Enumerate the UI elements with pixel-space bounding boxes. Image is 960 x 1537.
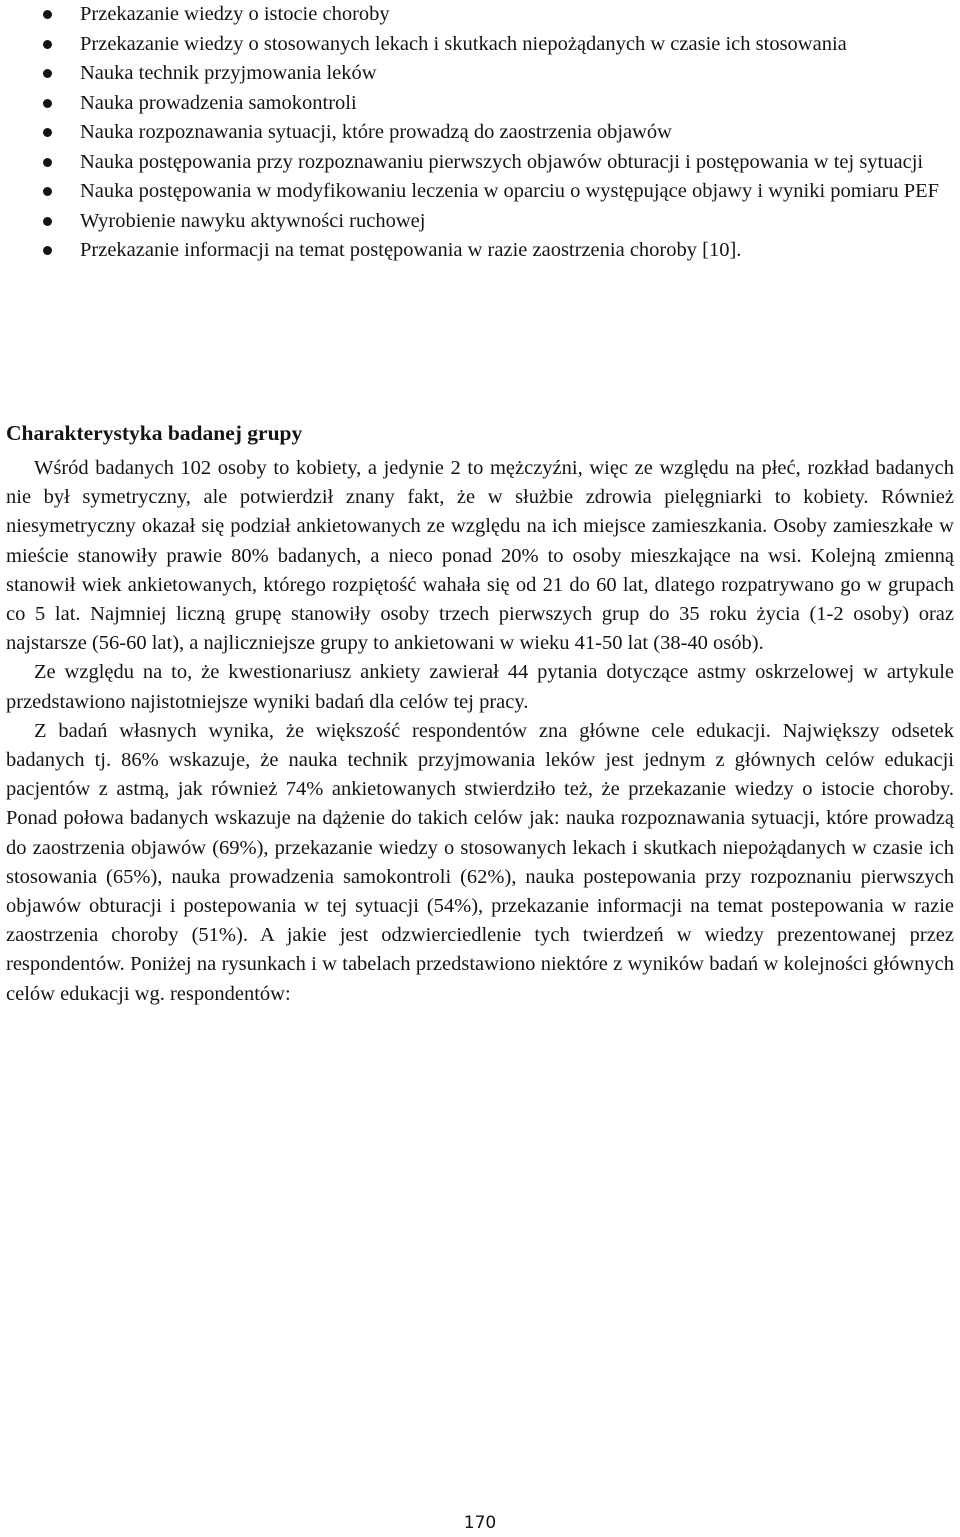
list-item (6, 89, 954, 119)
bullet-icon (43, 217, 52, 226)
section-heading: Charakterystyka badanej grupy (6, 421, 303, 445)
list-item (6, 118, 954, 148)
document-page (6, 0, 954, 1005)
list-item-text: Nauka prowadzenia samokontroli (80, 91, 357, 114)
paragraph: Wśród badanych 102 osoby to kobiety, a jedynie 2 to mężczyźni, więc ze względu na płeć, rozkład badanych nie był symetryczny, ale potwierdził znany fakt, że w służbie zdrowia pielęgniarki to kobiety. Również niesymetryczny okazał się podział ankietowanych ze względu na ich miejsce zamieszkania. Osoby zamieszkałe w mieście stanowiły prawie 80% badanych, a nieco ponad 20% to osoby mieszkające na wsi. Kolejną zmienną stanowił wiek ankietowanych, którego rozpiętość wahała się od 21 do 60 lat, dlatego rozpatrywano go w grupach co 5 lat. Najmniej liczną grupę stanowiły osoby trzech pierwszych grup do 35 roku życia (1-2 osoby) oraz najstarsze (56-60 lat), a najliczniejsze grupy to ankietowani w wieku 41-50 lat (38-40 osób). (6, 457, 954, 655)
list-item-text: Nauka postępowania przy rozpoznawaniu pierwszych objawów obturacji i postępowania w tej sytuacji (80, 150, 924, 173)
list-item-text: Przekazanie wiedzy o stosowanych lekach i skutkach niepożądanych w czasie ich stosowania (80, 32, 847, 55)
list-item-text: Przekazanie informacji na temat postępowania w razie zaostrzenia choroby [10]. (80, 239, 742, 261)
bullet-icon (43, 40, 52, 49)
bullet-icon (43, 99, 52, 108)
list-item-text: Przekazanie wiedzy o istocie choroby (80, 3, 390, 25)
bullet-icon (43, 158, 52, 167)
list-item (6, 148, 954, 178)
education-goals-list (6, 0, 954, 266)
bullet-icon (43, 10, 52, 19)
bullet-icon (43, 69, 52, 78)
list-item-text: Wyrobienie nawyku aktywności ruchowej (80, 209, 426, 232)
list-item (6, 177, 954, 207)
list-item (6, 59, 954, 89)
page-number: 170 (463, 1513, 497, 1533)
paragraph: Ze względu na to, że kwestionariusz ankiety zawierał 44 pytania dotyczące astmy oskrzelowej w artykule przedstawiono najistotniejsze wyniki badań dla celów tej pracy. (6, 661, 954, 713)
list-item-text: Nauka technik przyjmowania leków (80, 62, 377, 84)
paragraph: Z badań własnych wynika, że większość respondentów zna główne cele edukacji. Największy odsetek badanych tj. 86% wskazuje, że nauka technik przyjmowania leków jest jednym z głównych celów edukacji pacjentów z astmą, jak również 74% ankietowanych stwierdziło też, że przekazanie wiedzy o istocie choroby. Ponad połowa badanych wskazuje na dążenie do takich celów jak: nauka rozpoznawania sytuacji, które prowadzą do zaostrzenia objawów (69%), przekazanie wiedzy o stosowanych lekach i skutkach niepożądanych w czasie ich stosowania (65%), nauka prowadzenia samokontroli (62%), nauka postepowania przy rozpoznaniu pierwszych objawów obturacji i postepowania w tej sytuacji (54%), przekazanie informacji na temat postepowania w razie zaostrzenia choroby (51%). A jakie jest odzwierciedlenie tych twierdzeń w wiedzy prezentowanej przez respondentów. Poniżej na rysunkach i w tabelach przedstawiono niektóre z wyników badań w kolejności głównych celów edukacji wg. respondentów: (6, 719, 954, 1005)
section-body (6, 454, 954, 1009)
bullet-icon (43, 128, 52, 137)
bullet-icon (43, 187, 52, 196)
bullet-icon (43, 246, 52, 255)
list-item-text: Nauka postępowania w modyfikowaniu leczenia w oparciu o występujące objawy i wyniki pomiaru PEF (80, 180, 940, 202)
list-item (6, 0, 954, 30)
list-item (6, 207, 954, 237)
list-item (6, 236, 954, 266)
list-item (6, 30, 954, 60)
list-item-text: Nauka rozpoznawania sytuacji, które prowadzą do zaostrzenia objawów (80, 121, 672, 143)
